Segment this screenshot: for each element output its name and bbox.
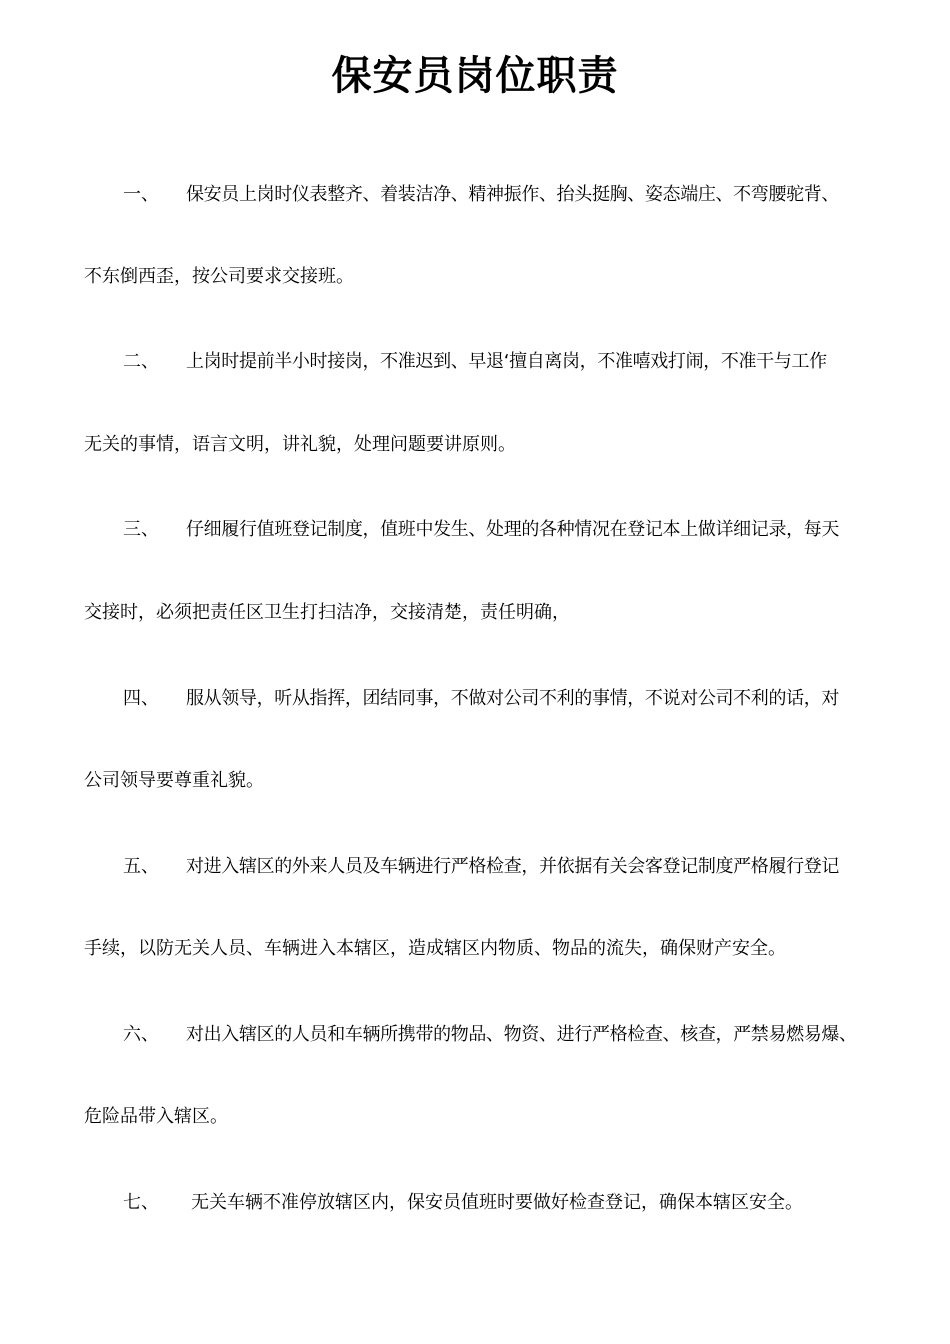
clause-2-continuation-line (0, 430, 950, 460)
clause-5-continuation-line (0, 934, 950, 964)
clause-text: 交接时，必须把责任区卫生打扫洁净，交接清楚，责任明确， (84, 602, 570, 623)
clause-number: 六、 (123, 1024, 159, 1045)
clause-text: 手续，以防无关人员、车辆进入本辖区，造成辖区内物质、物品的流失，确保财产安全。 (84, 938, 786, 959)
clause-3-first-line (0, 515, 950, 545)
clause-1-continuation-line (0, 262, 950, 292)
clause-3-continuation-line (0, 598, 950, 628)
clause-text: 仔细履行值班登记制度，值班中发生、处理的各种情况在登记本上做详细记录，每天 (186, 519, 840, 540)
clause-number: 二、 (123, 351, 159, 372)
clause-number: 五、 (123, 856, 159, 877)
clause-4-first-line (0, 684, 950, 714)
clause-4-continuation-line (0, 766, 950, 796)
clause-1-first-line (0, 180, 950, 210)
clause-text: 对出入辖区的人员和车辆所携带的物品、物资、进行严格检查、核查，严禁易燃易爆、 (186, 1024, 857, 1045)
clause-number: 四、 (123, 688, 159, 709)
clause-6-continuation-line (0, 1102, 950, 1132)
clause-7-first-line (0, 1188, 950, 1218)
clause-text: 上岗时提前半小时接岗，不准迟到、早退‘擅自离岗，不准嘻戏打闹，不准干与工作 (186, 351, 827, 372)
clause-text: 对进入辖区的外来人员及车辆进行严格检查，并依据有关会客登记制度严格履行登记 (186, 856, 840, 877)
clause-text: 公司领导要尊重礼貌。 (84, 770, 264, 791)
clause-text: 无关车辆不准停放辖区内，保安员值班时要做好检查登记，确保本辖区安全。 (191, 1192, 803, 1213)
clause-6-first-line (0, 1020, 950, 1050)
clause-text: 服从领导，听从指挥，团结同事，不做对公司不利的事情，不说对公司不利的话，对 (186, 688, 840, 709)
clause-5-first-line (0, 852, 950, 882)
clause-number: 三、 (123, 519, 159, 540)
clause-number: 七、 (123, 1192, 159, 1213)
clause-text: 不东倒西歪，按公司要求交接班。 (84, 266, 354, 287)
clause-text: 无关的事情，语言文明，讲礼貌，处理问题要讲原则。 (84, 434, 516, 455)
clause-2-first-line (0, 347, 950, 377)
clause-number: 一、 (123, 184, 159, 205)
clause-text: 危险品带入辖区。 (84, 1106, 228, 1127)
clause-text: 保安员上岗时仪表整齐、着装洁净、精神振作、抬头挺胸、姿态端庄、不弯腰驼背、 (186, 184, 840, 205)
document-title: 保安员岗位职责 (331, 52, 619, 99)
